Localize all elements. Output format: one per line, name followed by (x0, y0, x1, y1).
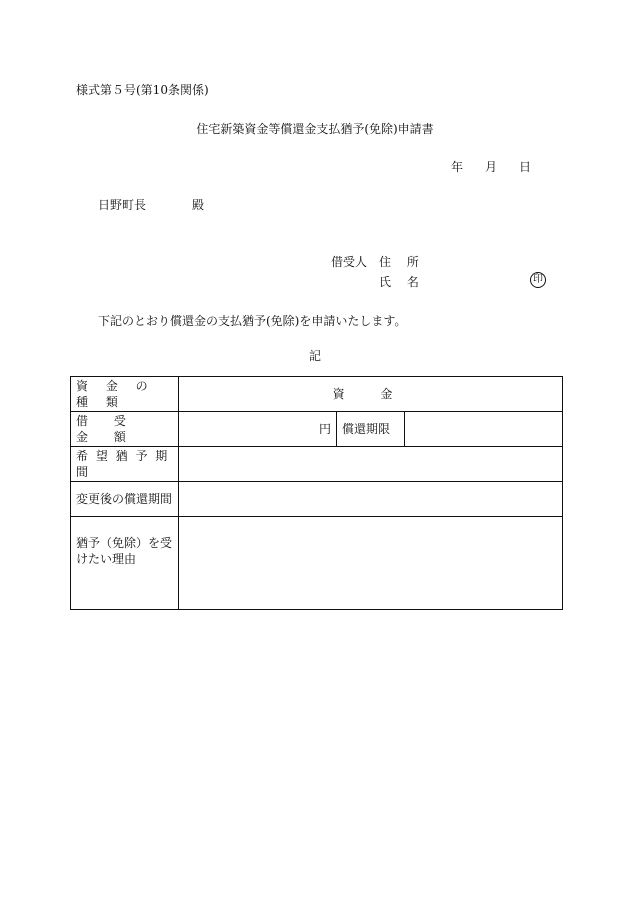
row-reason (71, 517, 563, 610)
request-text: 下記のとおり償還金の支払猶予(免除)を申請いたします。 (98, 314, 407, 328)
desired-period-label: 希 望 猶 予 期 間 (71, 447, 179, 482)
date-month: 月 (485, 160, 498, 174)
changed-period-field[interactable] (179, 482, 563, 517)
row-loan-amount (71, 412, 563, 447)
reason-label (71, 517, 179, 610)
form-title: 住宅新築資金等償還金支払猶予(免除)申請書 (196, 122, 434, 136)
addressee-name: 日野町長 (98, 198, 147, 212)
fund-type-field[interactable] (179, 377, 563, 412)
reason-label-line1: 猶予（免除）を受 (76, 536, 173, 550)
date-line (451, 160, 531, 174)
seal-icon: 印 (530, 272, 546, 288)
row-fund-type (71, 377, 563, 412)
loan-amount-label: 借 受 金 額 (71, 412, 179, 447)
reason-field[interactable] (179, 517, 563, 610)
repayment-period-field[interactable] (405, 412, 563, 447)
addressee (98, 198, 204, 212)
date-year: 年 (451, 160, 464, 174)
fund-value: 資 金 (332, 387, 409, 401)
row-changed-period (71, 482, 563, 517)
changed-period-label: 変更後の償還期間 (71, 482, 179, 517)
record-heading: 記 (308, 349, 321, 363)
date-day: 日 (519, 160, 532, 174)
yen-unit: 円 (318, 422, 331, 436)
address-label: 住 所 (379, 255, 425, 269)
fund-type-label: 資 金 の 種 類 (71, 377, 179, 412)
desired-period-field[interactable] (179, 447, 563, 482)
name-label: 氏 名 (379, 275, 425, 289)
application-table (70, 376, 563, 610)
borrower-label: 借受人 (331, 255, 368, 269)
form-number: 様式第５号(第10条関係) (76, 83, 209, 97)
row-desired-period (71, 447, 563, 482)
addressee-honorific: 殿 (192, 198, 205, 212)
reason-label-line2: けたい理由 (76, 552, 137, 566)
repayment-period-label: 償還期限 (337, 412, 405, 447)
loan-amount-field[interactable] (179, 412, 337, 447)
